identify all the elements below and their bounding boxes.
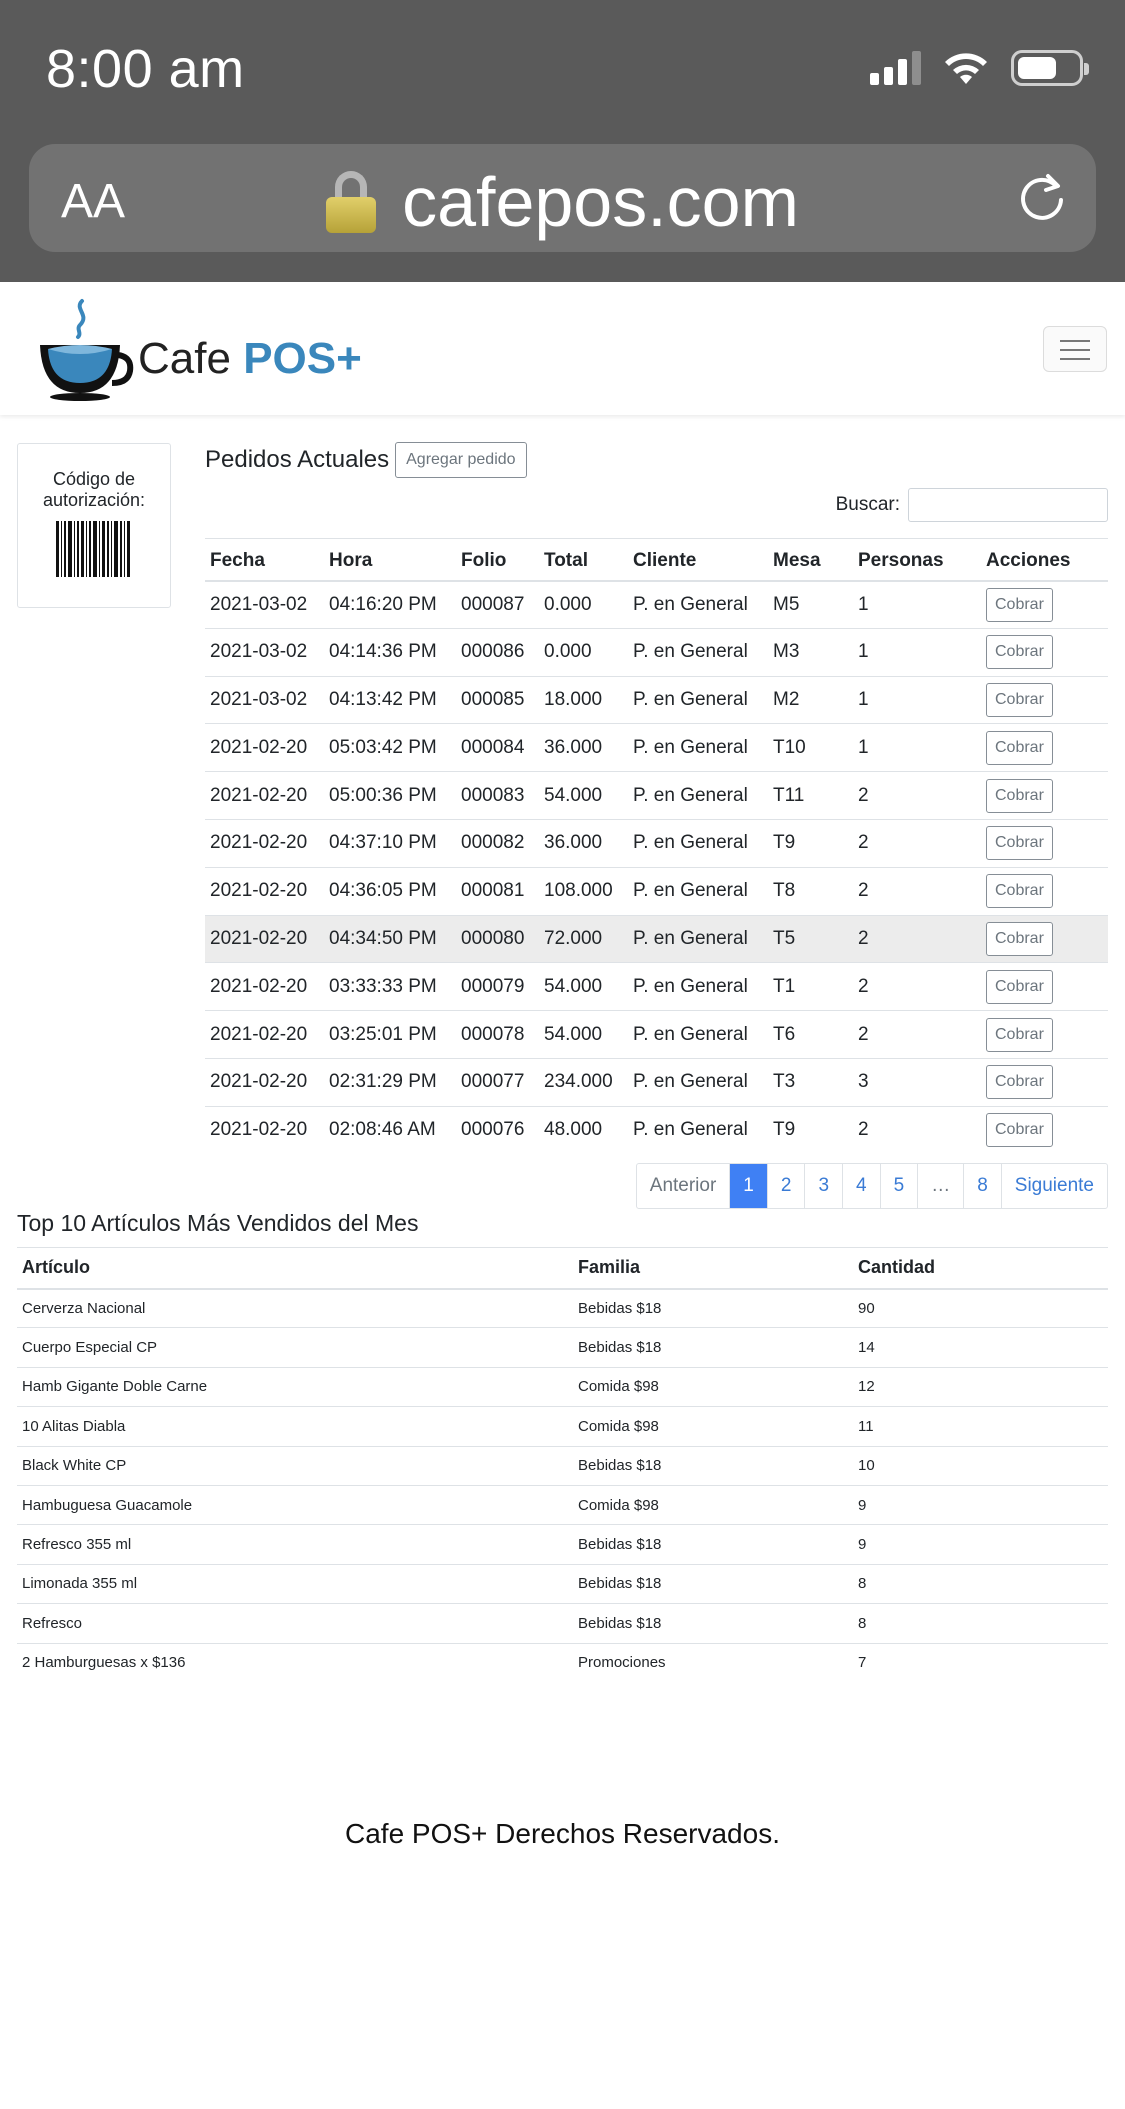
order-actions-cell [981, 819, 1108, 867]
cobrar-button[interactable]: Cobrar [986, 1018, 1053, 1052]
search-label: Buscar: [835, 494, 900, 515]
pagination [636, 1163, 1108, 1209]
top-item-row [17, 1643, 1108, 1682]
top-item-row [17, 1407, 1108, 1446]
order-cell: 000082 [456, 819, 539, 867]
order-row [205, 963, 1108, 1011]
order-cell: P. en General [628, 1011, 768, 1059]
order-actions-cell [981, 628, 1108, 676]
order-cell: M5 [768, 581, 853, 629]
orders-title: Pedidos Actuales [205, 446, 390, 473]
column-header-articulo: Artículo [17, 1248, 573, 1289]
order-cell: 2 [853, 867, 981, 915]
order-cell: 2 [853, 772, 981, 820]
brand-name[interactable] [138, 334, 362, 384]
order-cell: 000083 [456, 772, 539, 820]
top-item-cell: Hamb Gigante Doble Carne [17, 1367, 573, 1406]
url-display[interactable] [29, 162, 1096, 242]
top-items-table [17, 1247, 1108, 1682]
top-item-cell: 11 [853, 1407, 1108, 1446]
cobrar-button[interactable]: Cobrar [986, 922, 1053, 956]
order-cell: 2021-02-20 [205, 724, 324, 772]
order-actions-cell [981, 772, 1108, 820]
order-cell: 36.000 [539, 724, 628, 772]
order-row [205, 1106, 1108, 1154]
page-2[interactable]: 2 [767, 1164, 805, 1208]
page-ellipsis: … [917, 1164, 963, 1208]
order-cell: T10 [768, 724, 853, 772]
menu-toggle-button[interactable] [1043, 326, 1107, 372]
coffee-cup-logo-icon[interactable] [34, 297, 134, 401]
order-cell: 2 [853, 1011, 981, 1059]
order-cell: 03:33:33 PM [324, 963, 456, 1011]
column-header-familia: Familia [573, 1248, 853, 1289]
order-actions-cell [981, 1058, 1108, 1106]
top-item-cell: Bebidas $18 [573, 1328, 853, 1367]
top-item-cell: 14 [853, 1328, 1108, 1367]
brand-prefix: Cafe [138, 334, 231, 383]
search-row [205, 487, 1108, 523]
pagination-previous[interactable]: Anterior [649, 1175, 717, 1196]
order-cell: 000086 [456, 628, 539, 676]
order-cell: 02:08:46 AM [324, 1106, 456, 1154]
top-item-cell: Comida $98 [573, 1367, 853, 1406]
order-cell: P. en General [628, 867, 768, 915]
order-cell: 48.000 [539, 1106, 628, 1154]
order-cell: 18.000 [539, 676, 628, 724]
top-item-cell: Comida $98 [573, 1485, 853, 1524]
order-row [205, 1011, 1108, 1059]
top-item-row [17, 1367, 1108, 1406]
order-cell: P. en General [628, 819, 768, 867]
top-item-cell: Bebidas $18 [573, 1525, 853, 1564]
column-header-fecha[interactable]: Fecha [205, 539, 324, 581]
order-cell: 108.000 [539, 867, 628, 915]
top-item-cell: 10 [853, 1446, 1108, 1485]
top-item-cell: Hambuguesa Guacamole [17, 1485, 573, 1524]
order-cell: 2021-02-20 [205, 772, 324, 820]
page-5[interactable]: 5 [880, 1164, 918, 1208]
current-orders-section [205, 440, 1108, 1154]
orders-table [205, 538, 1108, 1154]
battery-icon [1011, 50, 1083, 86]
add-order-button[interactable]: Agregar pedido [395, 442, 526, 478]
order-cell: 54.000 [539, 1011, 628, 1059]
column-header-folio[interactable]: Folio [456, 539, 539, 581]
top-item-cell: 90 [853, 1289, 1108, 1328]
top-item-cell: Refresco 355 ml [17, 1525, 573, 1564]
page-8[interactable]: 8 [963, 1164, 1001, 1208]
order-cell: 72.000 [539, 915, 628, 963]
order-cell: T8 [768, 867, 853, 915]
order-cell: T3 [768, 1058, 853, 1106]
order-cell: 04:37:10 PM [324, 819, 456, 867]
cobrar-button[interactable]: Cobrar [986, 731, 1053, 765]
order-cell: 04:36:05 PM [324, 867, 456, 915]
order-actions-cell [981, 867, 1108, 915]
order-row [205, 772, 1108, 820]
order-cell: 000087 [456, 581, 539, 629]
top-items-title: Top 10 Artículos Más Vendidos del Mes [17, 1210, 419, 1236]
order-actions-cell [981, 1011, 1108, 1059]
order-cell: 2021-02-20 [205, 819, 324, 867]
order-row [205, 628, 1108, 676]
order-cell: T1 [768, 963, 853, 1011]
top-item-cell: Cerverza Nacional [17, 1289, 573, 1328]
top-item-cell: Bebidas $18 [573, 1446, 853, 1485]
order-row [205, 581, 1108, 629]
top-item-row [17, 1328, 1108, 1367]
order-cell: 2021-03-02 [205, 676, 324, 724]
cobrar-button[interactable]: Cobrar [986, 683, 1053, 717]
top-item-cell: 10 Alitas Diabla [17, 1407, 573, 1446]
status-icons [870, 48, 1083, 88]
navbar [0, 282, 1125, 415]
order-row [205, 915, 1108, 963]
column-header-cliente[interactable]: Cliente [628, 539, 768, 581]
order-row [205, 867, 1108, 915]
order-cell: 2021-02-20 [205, 867, 324, 915]
column-header-personas[interactable]: Personas [853, 539, 981, 581]
top-item-cell: 9 [853, 1525, 1108, 1564]
order-cell: 1 [853, 628, 981, 676]
orders-table-body [205, 581, 1108, 1155]
column-header-hora[interactable]: Hora [324, 539, 456, 581]
top-item-row [17, 1485, 1108, 1524]
order-cell: 000076 [456, 1106, 539, 1154]
top-item-cell: 2 Hamburguesas x $136 [17, 1643, 573, 1682]
cobrar-button[interactable]: Cobrar [986, 970, 1053, 1004]
text-size-button[interactable]: AA [61, 175, 126, 228]
order-cell: 36.000 [539, 819, 628, 867]
top-item-cell: 8 [853, 1564, 1108, 1603]
order-cell: 54.000 [539, 963, 628, 1011]
order-cell: 000085 [456, 676, 539, 724]
order-cell: 1 [853, 581, 981, 629]
order-row [205, 676, 1108, 724]
reload-icon[interactable] [1016, 172, 1068, 224]
cobrar-button[interactable]: Cobrar [986, 826, 1053, 860]
order-cell: P. en General [628, 676, 768, 724]
order-row [205, 1058, 1108, 1106]
order-cell: 0.000 [539, 581, 628, 629]
top-item-cell: 7 [853, 1643, 1108, 1682]
top-item-cell: Refresco [17, 1604, 573, 1643]
top-item-row [17, 1289, 1108, 1328]
order-cell: 05:03:42 PM [324, 724, 456, 772]
barcode-icon [56, 521, 132, 577]
order-cell: 0.000 [539, 628, 628, 676]
column-header-acciones: Acciones [981, 539, 1108, 581]
top-item-row [17, 1446, 1108, 1485]
order-cell: M3 [768, 628, 853, 676]
top-item-row [17, 1525, 1108, 1564]
address-bar[interactable] [29, 144, 1096, 252]
page-1[interactable]: 1 [729, 1164, 767, 1208]
order-cell: 000084 [456, 724, 539, 772]
lock-icon [326, 171, 376, 233]
order-cell: P. en General [628, 1106, 768, 1154]
order-cell: 3 [853, 1058, 981, 1106]
order-actions-cell [981, 1106, 1108, 1154]
order-cell: P. en General [628, 772, 768, 820]
column-header-total[interactable]: Total [539, 539, 628, 581]
order-cell: 2021-02-20 [205, 963, 324, 1011]
top-item-cell: Comida $98 [573, 1407, 853, 1446]
cobrar-button[interactable]: Cobrar [986, 635, 1053, 669]
order-cell: 000079 [456, 963, 539, 1011]
brand-suffix: POS+ [243, 334, 362, 383]
order-cell: 000081 [456, 867, 539, 915]
order-cell: 234.000 [539, 1058, 628, 1106]
auth-code-label: Código de autorización: [42, 469, 146, 510]
order-cell: T11 [768, 772, 853, 820]
wifi-icon [941, 50, 991, 86]
page-4[interactable]: 4 [842, 1164, 880, 1208]
top-item-row [17, 1564, 1108, 1603]
order-cell: T9 [768, 1106, 853, 1154]
order-cell: T6 [768, 1011, 853, 1059]
page-3[interactable]: 3 [804, 1164, 842, 1208]
order-actions-cell [981, 581, 1108, 629]
order-cell: 2 [853, 1106, 981, 1154]
auth-code-card [17, 443, 171, 608]
top-items-header [17, 1248, 1108, 1289]
column-header-mesa[interactable]: Mesa [768, 539, 853, 581]
top-item-cell: Bebidas $18 [573, 1289, 853, 1328]
top-item-cell: 9 [853, 1485, 1108, 1524]
cellular-signal-icon [870, 51, 921, 85]
top-items-body [17, 1289, 1108, 1683]
order-cell: P. en General [628, 915, 768, 963]
cobrar-button[interactable]: Cobrar [986, 588, 1053, 622]
order-cell: P. en General [628, 963, 768, 1011]
top-item-cell: 8 [853, 1604, 1108, 1643]
orders-table-header [205, 539, 1108, 581]
order-cell: 2021-02-20 [205, 1106, 324, 1154]
order-cell: P. en General [628, 581, 768, 629]
top-item-cell: Promociones [573, 1643, 853, 1682]
order-cell: P. en General [628, 724, 768, 772]
top-item-cell: Bebidas $18 [573, 1604, 853, 1643]
search-input[interactable] [908, 488, 1108, 522]
order-cell: 2 [853, 819, 981, 867]
top-item-cell: Black White CP [17, 1446, 573, 1485]
order-cell: 2 [853, 963, 981, 1011]
order-cell: 2021-02-20 [205, 915, 324, 963]
order-cell: T9 [768, 819, 853, 867]
order-cell: 1 [853, 724, 981, 772]
order-row [205, 724, 1108, 772]
order-cell: 2021-03-02 [205, 581, 324, 629]
order-cell: 1 [853, 676, 981, 724]
browser-chrome [0, 0, 1125, 282]
order-cell: T5 [768, 915, 853, 963]
order-cell: 04:34:50 PM [324, 915, 456, 963]
order-row [205, 819, 1108, 867]
order-cell: 03:25:01 PM [324, 1011, 456, 1059]
order-cell: 02:31:29 PM [324, 1058, 456, 1106]
order-actions-cell [981, 724, 1108, 772]
order-cell: 000077 [456, 1058, 539, 1106]
order-actions-cell [981, 915, 1108, 963]
cobrar-button[interactable]: Cobrar [986, 1065, 1053, 1099]
status-time: 8:00 am [46, 39, 245, 99]
order-cell: 000078 [456, 1011, 539, 1059]
order-cell: 04:13:42 PM [324, 676, 456, 724]
cobrar-button[interactable]: Cobrar [986, 779, 1053, 813]
order-cell: P. en General [628, 1058, 768, 1106]
order-cell: 05:00:36 PM [324, 772, 456, 820]
order-cell: 04:14:36 PM [324, 628, 456, 676]
cobrar-button[interactable]: Cobrar [986, 874, 1053, 908]
top-item-cell: Cuerpo Especial CP [17, 1328, 573, 1367]
top-item-cell: Bebidas $18 [573, 1564, 853, 1603]
order-cell: P. en General [628, 628, 768, 676]
order-cell: 000080 [456, 915, 539, 963]
cobrar-button[interactable]: Cobrar [986, 1113, 1053, 1147]
top-item-cell: Limonada 355 ml [17, 1564, 573, 1603]
orders-header [205, 440, 1108, 480]
footer-text: Cafe POS+ Derechos Reservados. [345, 1818, 780, 1849]
order-cell: 2 [853, 915, 981, 963]
order-actions-cell [981, 963, 1108, 1011]
url-text: cafepos.com [402, 163, 799, 241]
order-cell: M2 [768, 676, 853, 724]
order-cell: 2021-02-20 [205, 1058, 324, 1106]
order-cell: 2021-03-02 [205, 628, 324, 676]
pagination-next[interactable]: Siguiente [1001, 1164, 1107, 1208]
top-item-row [17, 1604, 1108, 1643]
order-cell: 2021-02-20 [205, 1011, 324, 1059]
order-actions-cell [981, 676, 1108, 724]
order-cell: 54.000 [539, 772, 628, 820]
order-cell: 04:16:20 PM [324, 581, 456, 629]
column-header-cantidad: Cantidad [853, 1248, 1108, 1289]
top-item-cell: 12 [853, 1367, 1108, 1406]
